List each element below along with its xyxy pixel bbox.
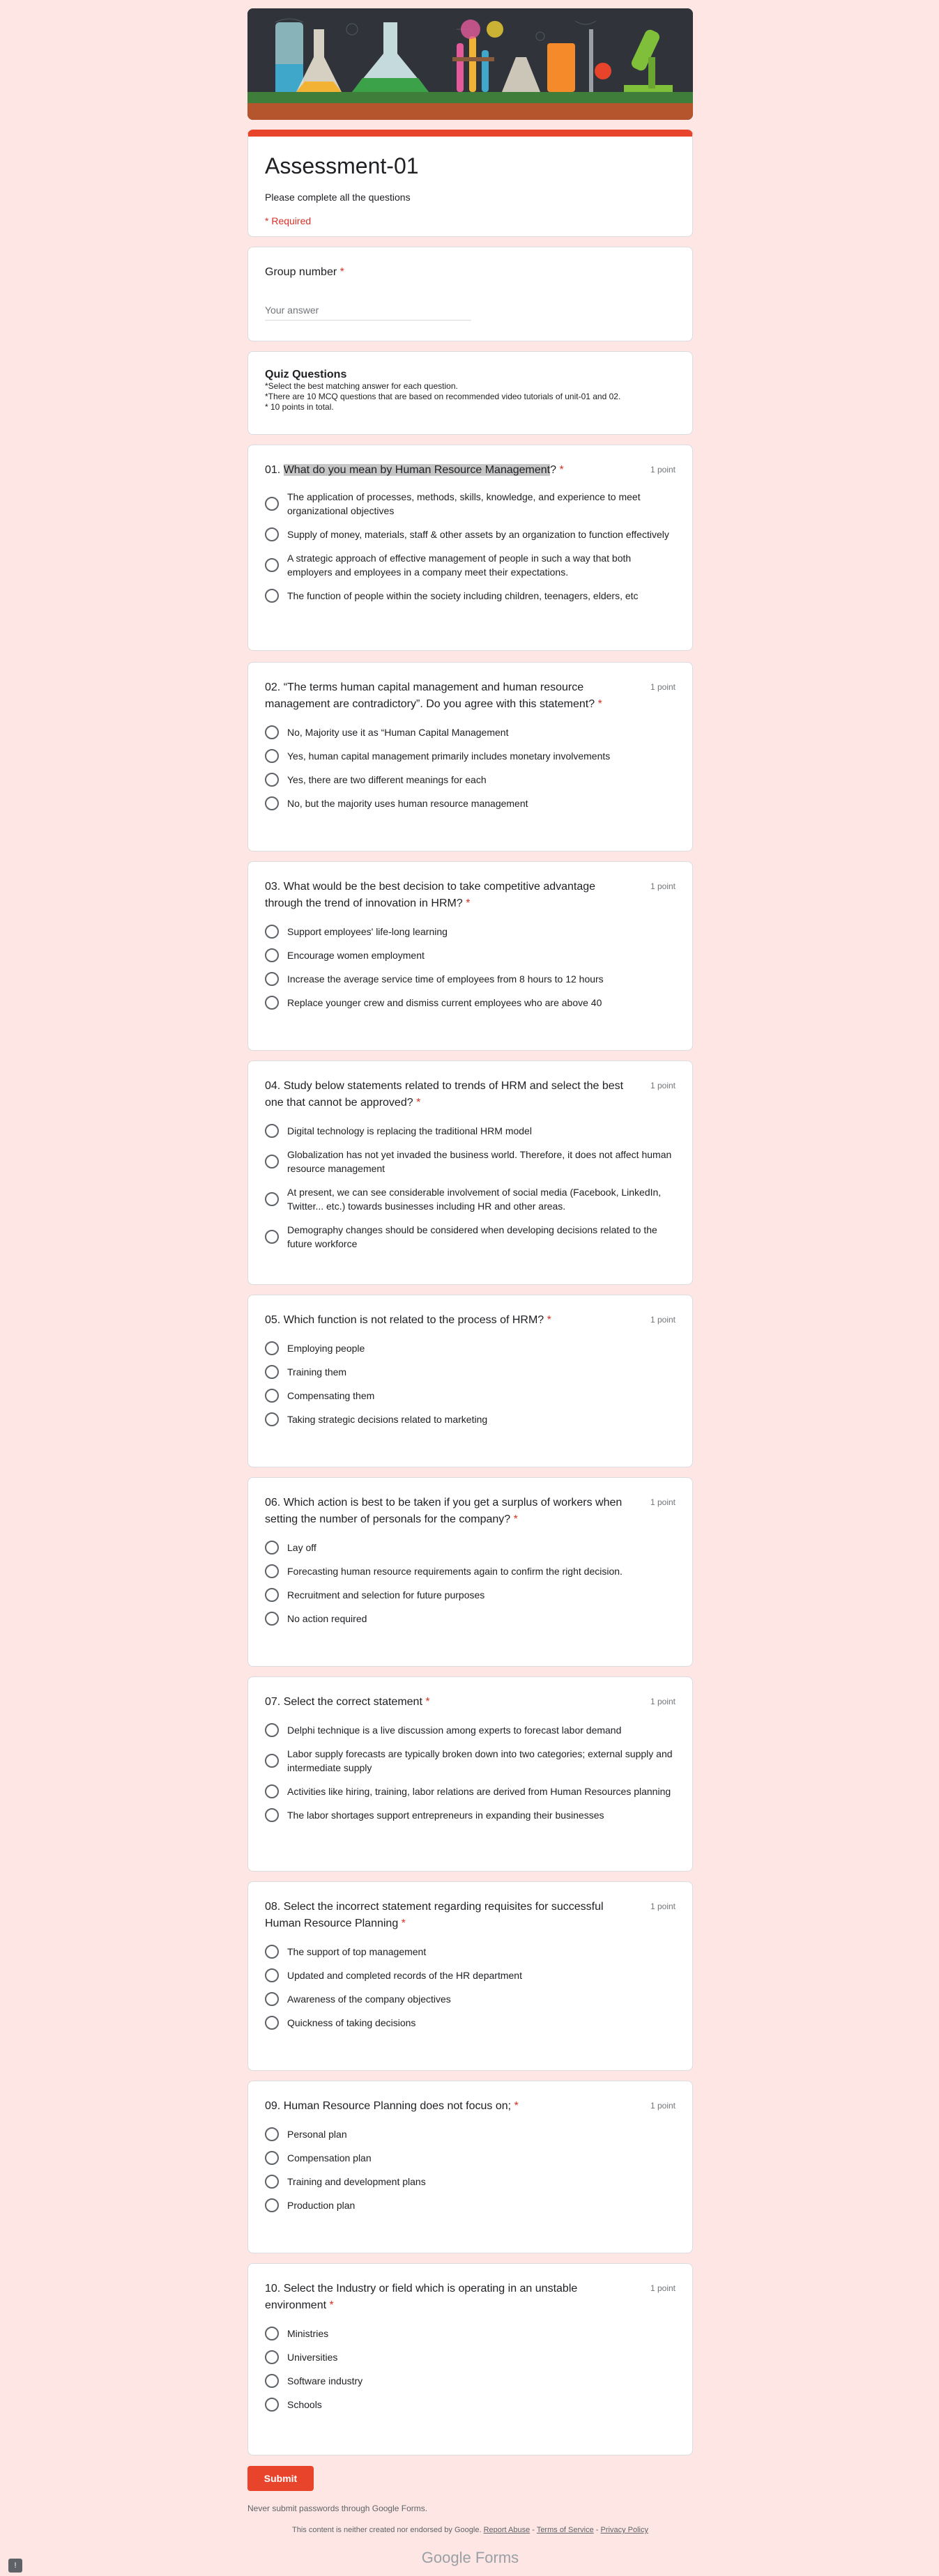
points-label: 1 point bbox=[650, 682, 675, 692]
option-row[interactable] bbox=[265, 2350, 675, 2364]
highlighted-text: What do you mean by Human Resource Management bbox=[283, 464, 551, 476]
option-label: No, but the majority uses human resource management bbox=[287, 798, 528, 809]
option-row[interactable] bbox=[265, 1808, 675, 1822]
google-forms-logo[interactable]: Google Forms bbox=[421, 2549, 519, 2566]
radio-button[interactable] bbox=[265, 972, 279, 986]
question-title: 01. What do you mean by Human Resource Management? * bbox=[265, 464, 564, 476]
form-description: Please complete all the questions bbox=[265, 192, 411, 203]
radio-button[interactable] bbox=[265, 2198, 279, 2212]
radio-button[interactable] bbox=[265, 773, 279, 787]
option-label: Digital technology is replacing the traditional HRM model bbox=[287, 1125, 532, 1136]
option-row[interactable] bbox=[265, 551, 675, 579]
option-label: Schools bbox=[287, 2399, 322, 2410]
option-row[interactable] bbox=[265, 2127, 675, 2141]
radio-button[interactable] bbox=[265, 2151, 279, 2165]
option-label: At present, we can see considerable involvement of social media (Facebook, LinkedIn, Twitter... etc.) towards businesses including HR and other areas. bbox=[287, 1187, 662, 1212]
option-row[interactable] bbox=[265, 1612, 675, 1626]
radio-button[interactable] bbox=[265, 1992, 279, 2006]
option-label: The function of people within the society including children, teenagers, elders, etc bbox=[287, 590, 639, 601]
header-banner-image bbox=[247, 8, 693, 120]
option-label: Recruitment and selection for future purposes bbox=[287, 1589, 485, 1601]
radio-button[interactable] bbox=[265, 1365, 279, 1379]
question-title: Group number * bbox=[265, 266, 344, 278]
points-label: 1 point bbox=[650, 1315, 675, 1325]
radio-button[interactable] bbox=[265, 1412, 279, 1426]
option-label: Employing people bbox=[287, 1343, 365, 1354]
radio-button[interactable] bbox=[265, 1389, 279, 1403]
option-row[interactable] bbox=[265, 1148, 675, 1175]
question-card-10 bbox=[247, 2263, 693, 2455]
option-row[interactable] bbox=[265, 1541, 675, 1555]
radio-button[interactable] bbox=[265, 2175, 279, 2189]
required-asterisk: * bbox=[559, 464, 564, 476]
option-row[interactable] bbox=[265, 996, 675, 1010]
option-row[interactable] bbox=[265, 2327, 675, 2340]
question-card-03 bbox=[247, 861, 693, 1051]
option-label: Yes, human capital management primarily includes monetary involvements bbox=[287, 750, 611, 762]
option-label: The labor shortages support entrepreneurs in expanding their businesses bbox=[287, 1810, 604, 1821]
submit-button[interactable]: Submit bbox=[247, 2466, 314, 2491]
option-row[interactable] bbox=[265, 1945, 675, 1959]
radio-button[interactable] bbox=[265, 749, 279, 763]
privacy-policy-link[interactable]: Privacy Policy bbox=[600, 2526, 648, 2534]
footer-disclaimer: This content is neither created nor endorsed by Google. Report Abuse - Terms of Service - Privacy Policy bbox=[292, 2526, 648, 2534]
required-asterisk: * bbox=[339, 266, 344, 278]
option-label: Ministries bbox=[287, 2328, 329, 2339]
question-title: 04. Study below statements related to trends of HRM and select the best one that cannot be approved? * bbox=[265, 1080, 624, 1109]
option-label: Globalization has not yet invaded the business world. Therefore, it does not affect human resource management bbox=[287, 1149, 672, 1174]
option-row[interactable] bbox=[265, 1365, 675, 1379]
required-asterisk: * bbox=[466, 897, 471, 909]
option-row[interactable] bbox=[265, 1185, 675, 1213]
question-card-05 bbox=[247, 1295, 693, 1467]
radio-button[interactable] bbox=[265, 1124, 279, 1138]
option-label: Lay off bbox=[287, 1542, 316, 1553]
question-card-02 bbox=[247, 662, 693, 851]
option-row[interactable] bbox=[265, 1588, 675, 1602]
points-label: 1 point bbox=[650, 1697, 675, 1706]
option-label: Quickness of taking decisions bbox=[287, 2017, 416, 2028]
option-label: Yes, there are two different meanings for each bbox=[287, 774, 487, 785]
radio-button[interactable] bbox=[265, 1230, 279, 1244]
option-row[interactable] bbox=[265, 2016, 675, 2030]
radio-button[interactable] bbox=[265, 2127, 279, 2141]
required-asterisk: * bbox=[547, 1314, 551, 1326]
required-asterisk: * bbox=[425, 1696, 430, 1708]
radio-button[interactable] bbox=[265, 2016, 279, 2030]
required-asterisk: * bbox=[514, 2100, 519, 2112]
terms-of-service-link[interactable]: Terms of Service bbox=[536, 2526, 594, 2534]
lab-equipment-illustration bbox=[247, 8, 693, 120]
option-label: Activities like hiring, training, labor relations are derived from Human Resources planning bbox=[287, 1786, 671, 1797]
option-row[interactable] bbox=[265, 2198, 675, 2212]
option-row[interactable] bbox=[265, 2398, 675, 2412]
option-label: The support of top management bbox=[287, 1946, 427, 1957]
question-card-06 bbox=[247, 1477, 693, 1667]
option-row[interactable] bbox=[265, 1723, 675, 1737]
option-row[interactable] bbox=[265, 925, 675, 939]
radio-button[interactable] bbox=[265, 1588, 279, 1602]
option-label: Production plan bbox=[287, 2200, 356, 2211]
radio-button[interactable] bbox=[265, 996, 279, 1010]
radio-button[interactable] bbox=[265, 2327, 279, 2340]
option-row[interactable] bbox=[265, 1124, 675, 1138]
required-asterisk: * bbox=[401, 1918, 406, 1929]
radio-button[interactable] bbox=[265, 497, 279, 511]
option-row[interactable] bbox=[265, 1784, 675, 1798]
option-label: No action required bbox=[287, 1613, 367, 1624]
radio-button[interactable] bbox=[265, 1612, 279, 1626]
radio-button[interactable] bbox=[265, 1968, 279, 1982]
radio-button[interactable] bbox=[265, 1155, 279, 1169]
report-issue-icon[interactable]: ! bbox=[8, 2559, 22, 2573]
question-title: 07. Select the correct statement * bbox=[265, 1696, 430, 1708]
option-row[interactable] bbox=[265, 1341, 675, 1355]
question-card-01 bbox=[247, 445, 693, 651]
radio-button[interactable] bbox=[265, 2398, 279, 2412]
radio-button[interactable] bbox=[265, 1564, 279, 1578]
radio-button[interactable] bbox=[265, 589, 279, 603]
option-label: Increase the average service time of employees from 8 hours to 12 hours bbox=[287, 973, 604, 985]
radio-button[interactable] bbox=[265, 558, 279, 572]
group-number-question bbox=[247, 247, 693, 341]
question-card-04 bbox=[247, 1061, 693, 1285]
question-card-07 bbox=[247, 1676, 693, 1872]
option-label: Personal plan bbox=[287, 2129, 347, 2140]
option-label: Universities bbox=[287, 2352, 338, 2363]
question-title: 10. Select the Industry or field which is operating in an unstable environment * bbox=[265, 2283, 578, 2311]
option-label: Taking strategic decisions related to marketing bbox=[287, 1414, 488, 1425]
question-title: 06. Which action is best to be taken if you get a surplus of workers when setting the number of personals for the company? * bbox=[265, 1497, 623, 1525]
question-title: 05. Which function is not related to the process of HRM? * bbox=[265, 1314, 551, 1326]
points-label: 1 point bbox=[650, 465, 675, 475]
section-title: Quiz Questions bbox=[265, 369, 347, 380]
option-row[interactable] bbox=[265, 1412, 675, 1426]
option-label: Support employees' life-long learning bbox=[287, 926, 448, 937]
option-label: No, Majority use it as “Human Capital Management bbox=[287, 727, 509, 738]
option-row[interactable] bbox=[265, 948, 675, 962]
points-label: 1 point bbox=[650, 1081, 675, 1090]
option-row[interactable] bbox=[265, 490, 675, 518]
points-label: 1 point bbox=[650, 2283, 675, 2293]
option-label: Software industry bbox=[287, 2375, 363, 2386]
required-asterisk: * bbox=[416, 1097, 421, 1109]
required-asterisk: * bbox=[513, 1513, 518, 1525]
question-card-09 bbox=[247, 2081, 693, 2253]
points-label: 1 point bbox=[650, 1902, 675, 1911]
report-abuse-link[interactable]: Report Abuse bbox=[483, 2526, 530, 2534]
required-asterisk: * bbox=[597, 698, 602, 710]
radio-button[interactable] bbox=[265, 948, 279, 962]
radio-button[interactable] bbox=[265, 1808, 279, 1822]
password-warning: Never submit passwords through Google Forms. bbox=[247, 2504, 428, 2513]
option-label: Supply of money, materials, staff & other assets by an organization to function effectively bbox=[287, 529, 669, 540]
option-label: Replace younger crew and dismiss current employees who are above 40 bbox=[287, 997, 602, 1008]
option-row[interactable] bbox=[265, 1747, 675, 1775]
option-row[interactable] bbox=[265, 1223, 675, 1251]
option-row[interactable] bbox=[265, 1389, 675, 1403]
section-instruction: *Select the best matching answer for each question. bbox=[265, 381, 458, 391]
option-row[interactable] bbox=[265, 1968, 675, 1982]
option-row[interactable] bbox=[265, 725, 675, 739]
radio-button[interactable] bbox=[265, 725, 279, 739]
radio-button[interactable] bbox=[265, 1541, 279, 1555]
option-row[interactable] bbox=[265, 1564, 675, 1578]
option-row[interactable] bbox=[265, 1992, 675, 2006]
points-label: 1 point bbox=[650, 881, 675, 891]
question-card-08 bbox=[247, 1881, 693, 2071]
group-number-input[interactable] bbox=[265, 300, 471, 321]
required-note: * Required bbox=[265, 215, 312, 226]
option-label: Training and development plans bbox=[287, 2176, 426, 2187]
radio-button[interactable] bbox=[265, 1192, 279, 1206]
radio-button[interactable] bbox=[265, 1784, 279, 1798]
option-label: Delphi technique is a live discussion among experts to forecast labor demand bbox=[287, 1725, 622, 1736]
option-row[interactable] bbox=[265, 589, 675, 603]
radio-button[interactable] bbox=[265, 1945, 279, 1959]
option-label: Compensation plan bbox=[287, 2152, 372, 2164]
required-asterisk: * bbox=[329, 2299, 334, 2311]
radio-button[interactable] bbox=[265, 2374, 279, 2388]
radio-button[interactable] bbox=[265, 1341, 279, 1355]
option-row[interactable] bbox=[265, 2151, 675, 2165]
radio-button[interactable] bbox=[265, 1723, 279, 1737]
points-label: 1 point bbox=[650, 2101, 675, 2111]
option-label: Training them bbox=[287, 1366, 347, 1378]
option-label: Labor supply forecasts are typically broken down into two categories; external supply and intermediate supply bbox=[287, 1748, 673, 1773]
option-label: Encourage women employment bbox=[287, 950, 425, 961]
option-row[interactable] bbox=[265, 2374, 675, 2388]
option-row[interactable] bbox=[265, 749, 675, 763]
form-title-card bbox=[247, 130, 693, 237]
option-row[interactable] bbox=[265, 796, 675, 810]
radio-button[interactable] bbox=[265, 1754, 279, 1768]
question-title: 03. What would be the best decision to take competitive advantage through the trend of innovation in HRM? * bbox=[265, 881, 596, 909]
form-title: Assessment-01 bbox=[265, 153, 419, 178]
radio-button[interactable] bbox=[265, 527, 279, 541]
option-label: Awareness of the company objectives bbox=[287, 1993, 451, 2005]
option-label: Forecasting human resource requirements again to confirm the right decision. bbox=[287, 1566, 623, 1577]
option-label: Updated and completed records of the HR department bbox=[287, 1970, 522, 1981]
question-title: 09. Human Resource Planning does not focus on; * bbox=[265, 2100, 519, 2112]
option-label: A strategic approach of effective management of people in such a way that both employers and employees in a company meet their expectations. bbox=[287, 553, 632, 578]
option-row[interactable] bbox=[265, 527, 675, 541]
points-label: 1 point bbox=[650, 1497, 675, 1507]
question-title: 02. “The terms human capital management and human resource management are contradictory”. Do you agree with this statement? * bbox=[265, 681, 602, 710]
option-row[interactable] bbox=[265, 2175, 675, 2189]
option-row[interactable] bbox=[265, 773, 675, 787]
question-title: 08. Select the incorrect statement regarding requisites for successful Human Resource Planning * bbox=[265, 1901, 604, 1929]
option-label: Demography changes should be considered when developing decisions related to the future workforce bbox=[287, 1224, 657, 1249]
option-label: Compensating them bbox=[287, 1390, 375, 1401]
radio-button[interactable] bbox=[265, 796, 279, 810]
option-row[interactable] bbox=[265, 972, 675, 986]
section-instruction: *There are 10 MCQ questions that are based on recommended video tutorials of unit-01 and 02. bbox=[265, 392, 621, 401]
radio-button[interactable] bbox=[265, 925, 279, 939]
radio-button[interactable] bbox=[265, 2350, 279, 2364]
option-label: The application of processes, methods, skills, knowledge, and experience to meet organizational objectives bbox=[287, 491, 641, 516]
section-header-card bbox=[247, 351, 693, 435]
section-instruction: * 10 points in total. bbox=[265, 402, 334, 412]
